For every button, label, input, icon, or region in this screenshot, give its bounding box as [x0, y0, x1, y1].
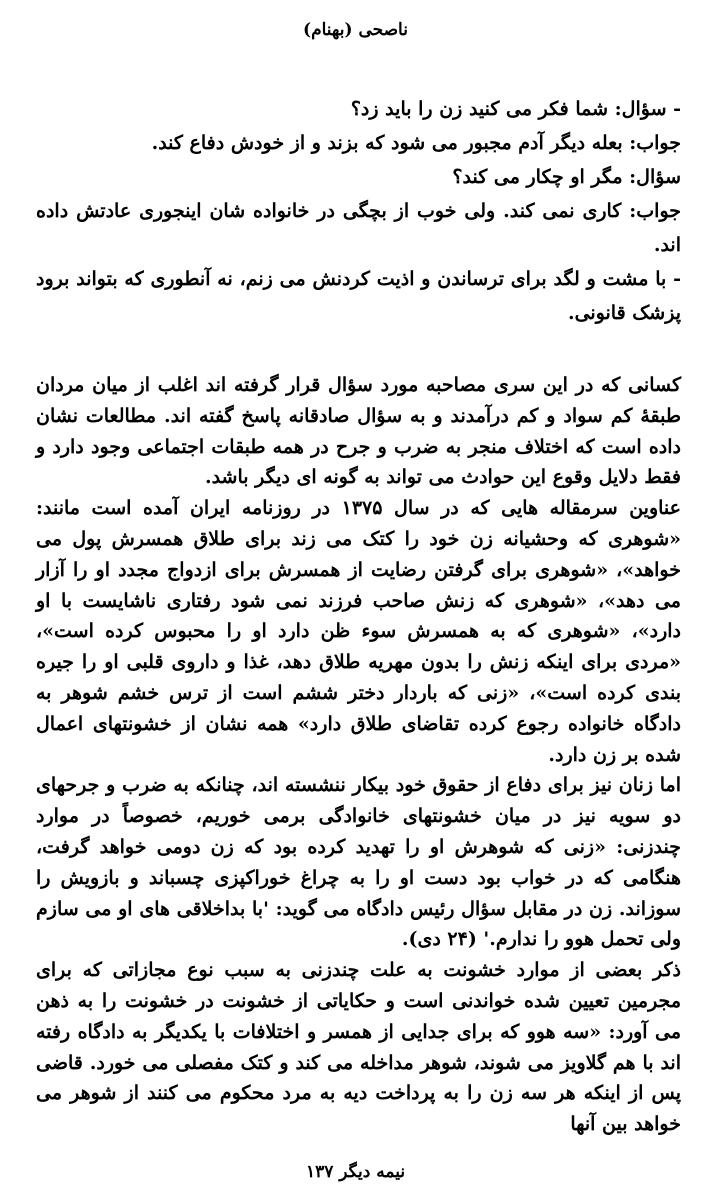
paragraph: کسانی که در این سری مصاحبه مورد سؤال قرار گرفته اند اغلب از میان مردان طبقهٔ کم سواد و کم درآمدند و به سؤال صادقانه پاسخ گفته اند. مطالعات نشان داده است که اختلاف منجر به ضرب و جرح در همه طبقات اجتماعی وجود دارد و فقط دلایل وقوع این حوادث می تواند به گونه ای دیگر باشد. [36, 374, 681, 489]
paragraph: ذکر بعضی از موارد خشونت به علت چندزنی به سبب نوع مجازاتی که برای مجرمین تعیین شده خواندنی است و حکایاتی از خشونت در خشونت را به ذهن می آورد: «سه هوو که برای جدایی از همسر و اختلافات با یکدیگر به دادگاه رفته اند با هم گلاویز می شوند، شوهر مداخله می کند و کتک مفصلی می خورد. قاضی پس از اینکه هر سه زن را به پرداخت دیه به مرد محکوم می کنند از شوهر می خواهد بین آنها [36, 959, 681, 1136]
paragraph: عناوین سرمقاله هایی که در سال ۱۳۷۵ در روزنامه ایران آمده است مانند: «شوهری که وحشیانه زن خود را کتک می زند برای طلاق همسرش پول می خواهد»، «شوهری برای گرفتن رضایت از همسرش برای ازدواج مجدد او را آزار می دهد»، «شوهری که زنش صاحب فرزند نمی شود رفتاری ناشایست با او دارد»، «شوهری که به همسرش سوء ظن دارد او را محبوس کرده است»، «مردی برای اینکه زنش را بدون مهریه طلاق دهد، غذا و داروی قلبی او را جیره بندی کرده است»، «زنی که باردار دختر ششم است از ترس خشم شوهر به دادگاه خانواده رجوع کرده تقاضای طلاق دارد» همه نشان از خشونتهای اعمال شده بر زن دارد. [36, 497, 681, 766]
dialogue-line: - با مشت و لگد برای ترساندن و اذیت کردنش می زنم، نه آنطوری که بتواند برود پزشک قانونی. [36, 268, 681, 324]
dialogue-line: سؤال: مگر او چکار می کند؟ [452, 166, 681, 188]
page-footer: نیمه دیگر ۱۳۷ [305, 1162, 406, 1182]
body-text [36, 92, 681, 1140]
running-header: ناصحی (بهنام) [303, 20, 408, 40]
interview-dialogue [36, 92, 681, 330]
dialogue-line: جواب: بعله دیگر آدم مجبور می شود که بزند و از خودش دفاع کند. [151, 132, 681, 154]
dialogue-line: جواب: کاری نمی کند. ولی خوب از بچگی در خانواده شان اینجوری عادتش داده اند. [36, 200, 681, 256]
paragraph: اما زنان نیز برای دفاع از حقوق خود بیکار ننشسته اند، چنانکه به ضرب و جرحهای دو سویه نیز در میان خشونتهای خانوادگی برمی خوریم، خصوصاً در موارد چندزنی: «زنی که شوهرش او را تهدید کرده بود که زن دومی خواهد گرفت، هنگامی که در خواب بود دست او را به چراغ خوراکپزی چسباند و بازویش را سوزاند. زن در مقابل سؤال رئیس دادگاه می گوید: 'با بداخلاقی های او می سازم ولی تحمل هوو را ندارم.' (۲۴ دی). [36, 774, 681, 951]
dialogue-line: - سؤال: شما فکر می کنید زن را باید زد؟ [350, 98, 681, 120]
section-gap [36, 330, 681, 370]
